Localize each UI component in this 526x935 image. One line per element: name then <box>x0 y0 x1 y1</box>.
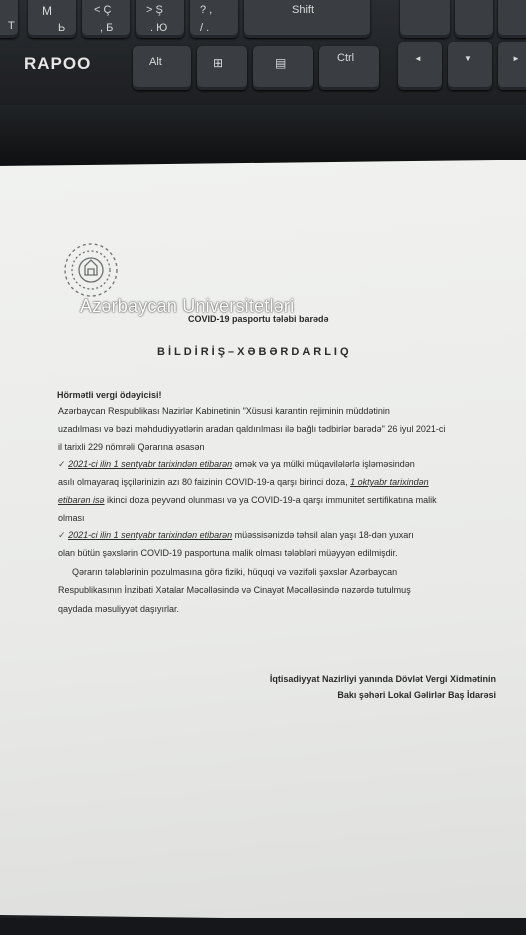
key-alt-label: Alt <box>149 56 162 68</box>
key-comma <box>82 0 130 38</box>
watermark: Azərbaycan Universitetləri <box>80 296 295 316</box>
menu-icon: ▤ <box>275 56 287 70</box>
paragraph-4-line-2: Respublikasının İnzibati Xətalar Məcəlləsində və Cinayət Məcəlləsində nəzərdə tutulmuş <box>58 585 411 595</box>
rapoo-logo <box>24 50 124 80</box>
windows-icon: ⊞ <box>213 56 224 70</box>
key-t <box>0 0 18 38</box>
date-emphasis-4: 2021-ci ilin 1 sentyabr tarixindən etibarən <box>68 530 233 540</box>
key-slash <box>190 0 238 38</box>
paragraph-4-line-3: qaydada məsuliyyət daşıyırlar. <box>58 604 180 614</box>
paragraph-2-line-4: olması <box>58 513 85 523</box>
floor <box>0 918 526 935</box>
key-soft-sign-label: Ь <box>58 22 66 34</box>
key-alt <box>133 46 191 90</box>
date-emphasis-3: etibarən isə <box>58 495 105 505</box>
arrow-right-icon: ► <box>512 54 520 63</box>
paragraph-1-line-1: Azərbaycan Respublikası Nazirlər Kabinetinin "Xüsusi karantin rejiminin müddətinin <box>58 406 390 416</box>
key-menu <box>253 46 313 90</box>
key-shift <box>244 0 370 38</box>
paragraph-2-line-2 <box>58 477 429 488</box>
paragraph-2-line-1 <box>58 459 415 470</box>
paragraph-2-line-3 <box>58 495 437 506</box>
key-ctrl-label: Ctrl <box>337 52 355 64</box>
key-up <box>455 0 493 38</box>
paragraph-2-text-3: ikinci doza peyvənd olunması və ya COVID-19-a qarşı immunitet sertifikatına malik <box>104 495 437 505</box>
paragraph-4-line-1: Qərarın tələblərinin pozulmasına görə fiziki, hüquqi və vəzifəli şəxslər Azərbaycan <box>72 567 398 577</box>
brand-label: RAPOO <box>24 54 92 73</box>
paragraph-2-text-1: əmək və ya mülki müqavilələrlə işləməsindən <box>232 459 415 469</box>
key-period <box>136 0 184 38</box>
check-mark-icon: ✓ <box>58 530 66 540</box>
paragraph-1-line-3: il tarixli 229 nömrəli Qərarına əsasən <box>58 442 205 452</box>
signature-line-2: Bakı şəhəri Lokal Gəlirlər Baş İdarəsi <box>337 690 496 700</box>
paragraph-3-text-1: müəssisənizdə təhsil alan yaşı 18-dən yuxarı <box>232 530 414 540</box>
paragraph-3-line-1 <box>58 530 414 541</box>
subject-line: COVID-19 pasportu tələbi barədə <box>188 314 329 324</box>
key-m-label: М <box>42 4 52 18</box>
key-right <box>498 42 526 90</box>
key-t-label: Т <box>8 20 15 32</box>
arrow-down-icon: ▼ <box>464 54 472 63</box>
key-windows <box>197 46 247 90</box>
key-left <box>398 42 442 90</box>
key-lt-c-label: < Ç <box>94 4 112 16</box>
key-question-label: ? , <box>200 4 213 16</box>
paragraph-1-line-2: uzadılması və bəzi məhdudiyyətlərin aradan qaldırılması ilə bağlı tədbirlər barədə" 26 iyul 2021-ci <box>58 424 446 434</box>
key-gt-s-label: > Ş <box>146 4 163 16</box>
key-m <box>28 0 76 38</box>
signature-line-1: İqtisadiyyat Nazirliyi yanında Dövlət Vergi Xidmətinin <box>269 674 496 684</box>
greeting: Hörmətli vergi ödəyicisi! <box>57 390 162 400</box>
date-emphasis-1: 2021-ci ilin 1 sentyabr tarixindən etibarən <box>68 459 233 469</box>
key-spare <box>400 0 450 38</box>
key-right-top <box>498 0 526 38</box>
key-dot-yu-label: . Ю <box>150 22 168 34</box>
paragraph-3-line-2: olan bütün şəxslərin COVID-19 pasportuna malik olması tələbləri müəyyən edilmişdir. <box>58 548 398 558</box>
emblem-icon <box>58 238 124 302</box>
desk-edge <box>0 105 526 165</box>
key-shift-label: Shift <box>292 4 315 16</box>
paragraph-2-text-2: asılı olmayaraq işçilərinizin azı 80 faizinin COVID-19-a qarşı birinci doza, <box>58 477 351 487</box>
check-mark-icon: ✓ <box>58 459 66 469</box>
arrow-left-icon: ◄ <box>414 54 422 63</box>
key-ctrl <box>319 46 379 90</box>
key-down <box>448 42 492 90</box>
date-emphasis-2: 1 oktyabr tarixindən <box>350 477 429 487</box>
key-slash-label: / . <box>200 22 210 34</box>
page-title: BİLDİRİŞ–XƏBƏRDARLIQ <box>157 346 352 358</box>
key-comma-b-label: , Б <box>100 22 114 34</box>
